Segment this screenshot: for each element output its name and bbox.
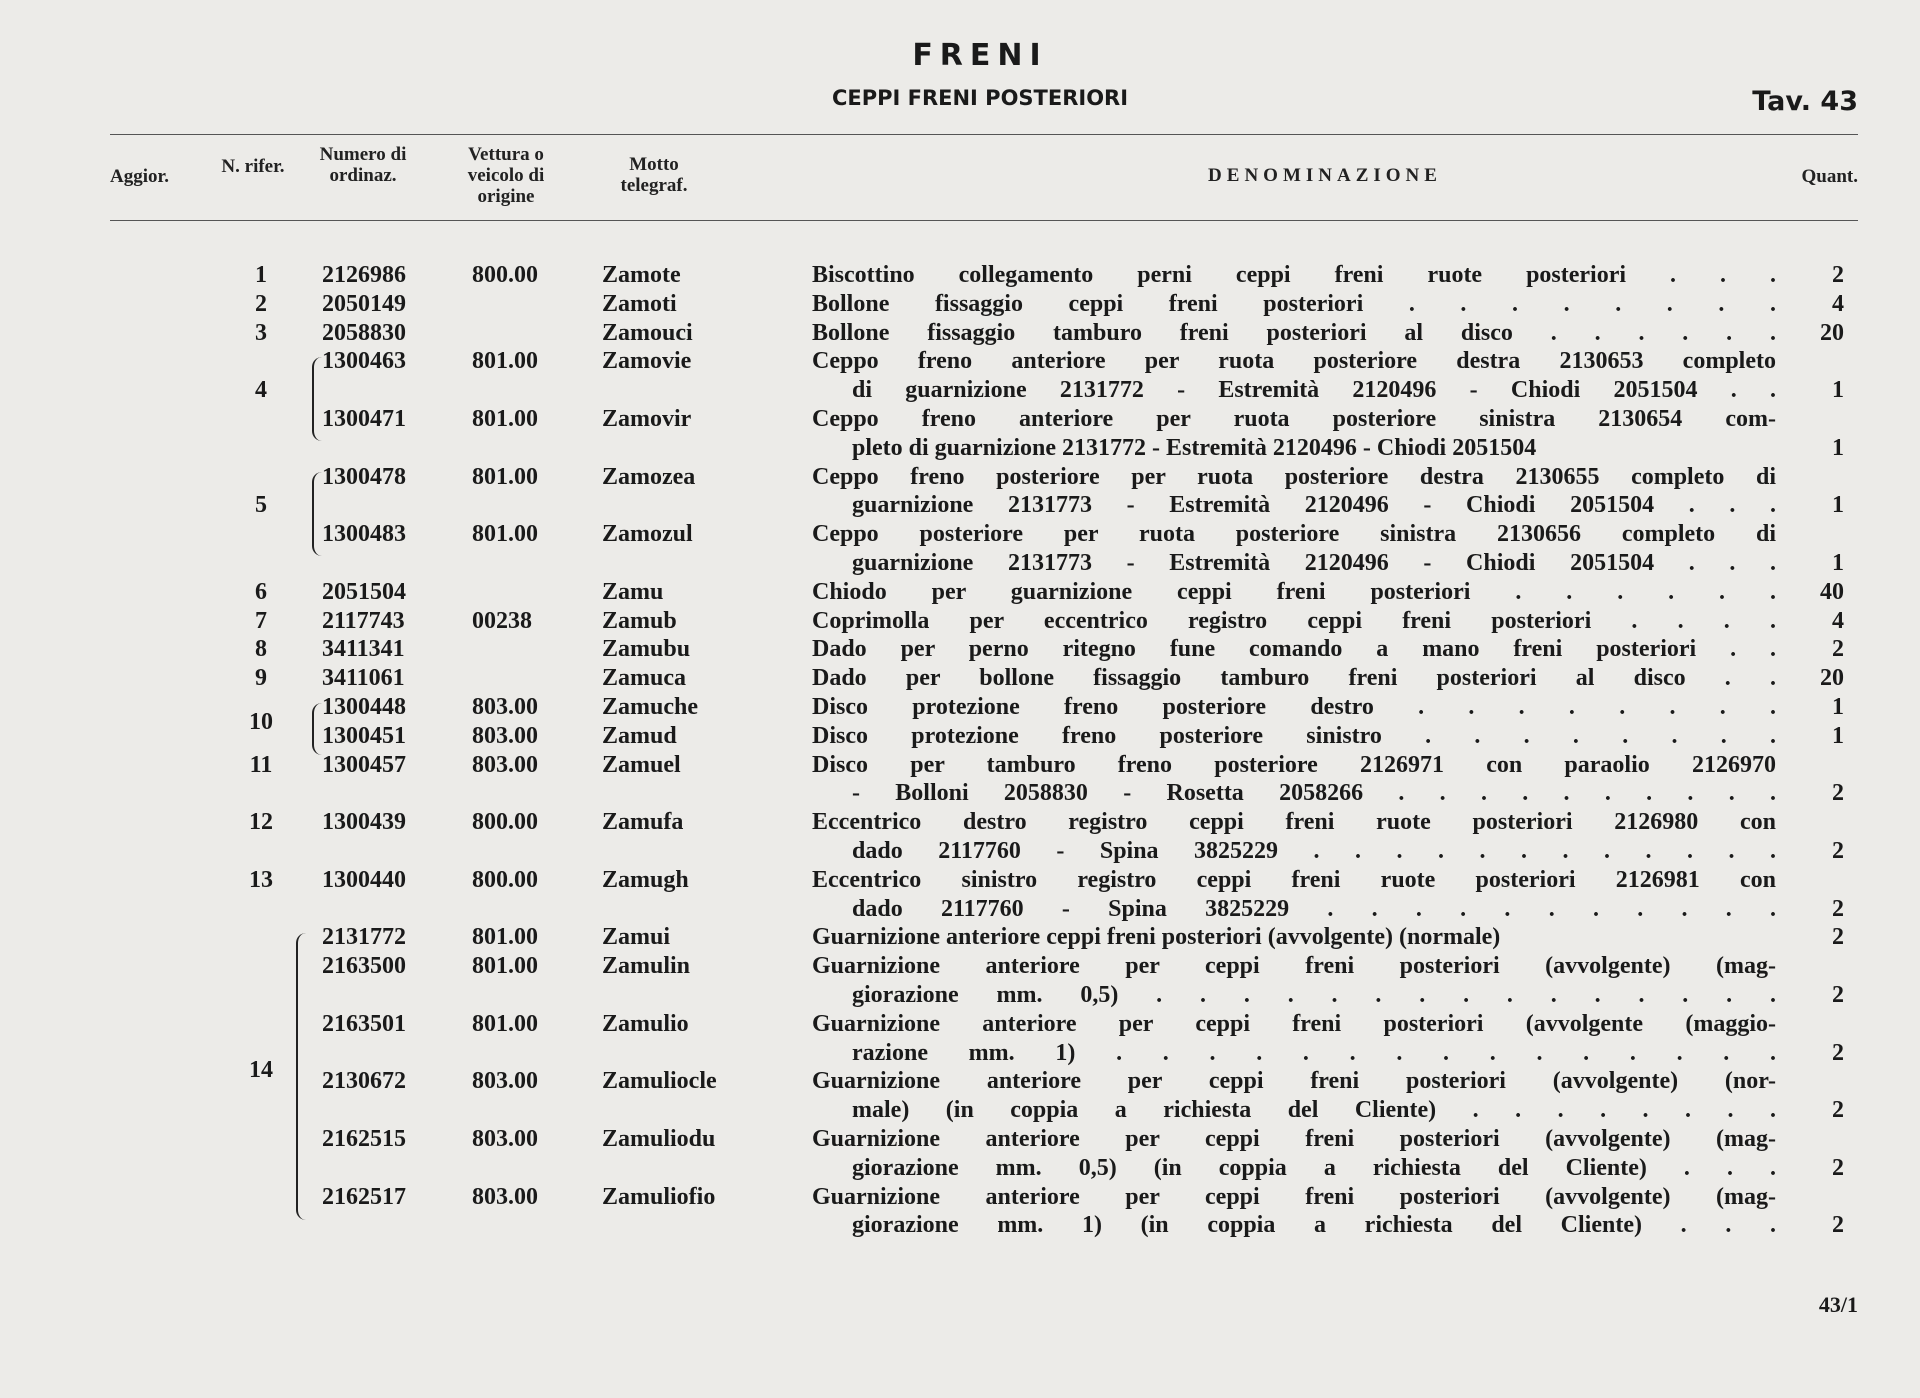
description: razione mm. 1) . . . . . . . . . . . . . . . [852,1039,1776,1066]
quantity: 2 [1832,1212,1844,1239]
telegraph-code: Zamote [602,262,681,288]
part-number: 1300439 [322,809,406,836]
telegraph-code: Zamuliocle [602,1068,717,1095]
telegraph-code: Zamouci [602,319,693,346]
telegraph-code: Zamozul [602,521,693,548]
ref-number: 12 [249,809,273,836]
description: guarnizione 2131773 - Estremità 2120496 - Chiodi 2051504 . . . [852,492,1776,519]
description: pleto di guarnizione 2131772 - Estremità 2120496 - Chiodi 2051504 [852,434,1537,461]
telegraph-code: Zamud [602,722,677,749]
vehicle-origin: 801.00 [472,953,538,980]
part-number: 1300440 [322,866,406,893]
col-header-aggior: Aggior. [110,166,169,187]
page-title: FRENI [912,38,1048,73]
vehicle-origin: 803.00 [472,1183,538,1210]
ref-number: 2 [255,290,267,317]
vehicle-origin: 801.00 [472,348,538,375]
page-subtitle: CEPPI FRENI POSTERIORI [831,86,1129,110]
description: Guarnizione anteriore per ceppi freni posteriori (avvolgente) (mag- [812,1183,1776,1210]
description: guarnizione 2131773 - Estremità 2120496 - Chiodi 2051504 . . . [852,549,1776,576]
header-bottom-rule [110,220,1858,221]
telegraph-code: Zamui [602,924,671,951]
description: Biscottino collegamento perni ceppi freni ruote posteriori . . . [812,262,1776,288]
description: Ceppo freno anteriore per ruota posteriore sinistra 2130654 com- [812,405,1776,432]
table-line [0,347,1920,376]
vehicle-origin: 800.00 [472,262,538,288]
ref-number-10: 10 [249,709,273,735]
table-line [0,1010,1920,1039]
quantity: 2 [1832,837,1844,864]
header-top-rule [110,134,1858,135]
table-line [0,405,1920,434]
vehicle-origin: 801.00 [472,1010,538,1037]
description: giorazione mm. 0,5) (in coppia a richiesta del Cliente) . . . [852,1154,1776,1181]
ref-number: 13 [249,866,273,893]
quantity: 1 [1832,377,1844,404]
quantity: 2 [1832,1097,1844,1124]
col-header-numero: Numero di ordinaz. [319,144,407,186]
col-header-denominazione: DENOMINAZIONE [1208,165,1442,186]
part-number: 2162517 [322,1183,406,1210]
quantity: 1 [1832,434,1844,461]
part-number: 2131772 [322,924,406,951]
quantity: 1 [1832,549,1844,576]
quantity: 4 [1832,607,1844,634]
table-line [0,549,1920,578]
description: Coprimolla per eccentrico registro ceppi freni posteriori . . . . [812,607,1776,634]
description: dado 2117760 - Spina 3825229 . . . . . . . . . . . . [852,837,1776,864]
ref-number: 3 [255,319,267,346]
table-line [0,952,1920,981]
table-line [0,779,1920,808]
quantity: 40 [1820,578,1844,605]
description: Bollone fissaggio tamburo freni posteriori al disco . . . . . . [812,319,1776,346]
table-line [0,751,1920,780]
description: Dado per perno ritegno fune comando a mano freni posteriori . . [812,636,1776,663]
table-line [0,635,1920,664]
col-header-nrif: N. rifer. [221,156,285,177]
part-number: 2162515 [322,1125,406,1152]
quantity: 2 [1832,981,1844,1008]
description: Disco protezione freno posteriore sinistro . . . . . . . . [812,722,1776,749]
table-line [0,491,1920,520]
ref-number: 8 [255,636,267,663]
part-number: 2126986 [322,262,406,288]
table-line [0,261,1920,290]
part-number: 1300471 [322,405,406,432]
col-header-quant: Quant. [1801,166,1858,187]
table-line [0,1125,1920,1154]
part-number: 2117743 [322,607,405,634]
description: di guarnizione 2131772 - Estremità 2120496 - Chiodi 2051504 . . [852,377,1776,404]
quantity: 20 [1820,319,1844,346]
quantity: 2 [1832,780,1844,807]
telegraph-code: Zamuliofio [602,1183,716,1210]
table-line [0,866,1920,895]
part-number: 2163501 [322,1010,406,1037]
col-header-motto: Motto telegraf. [620,154,688,196]
part-number: 2130672 [322,1068,406,1095]
vehicle-origin: 801.00 [472,924,538,951]
part-number: 3411341 [322,636,405,663]
description: Disco protezione freno posteriore destro . . . . . . . . [812,693,1776,720]
ref-number: 9 [255,665,267,692]
quantity: 2 [1832,1039,1844,1066]
telegraph-code: Zamulio [602,1010,689,1037]
description: Guarnizione anteriore per ceppi freni posteriori (avvolgente) (mag- [812,953,1776,980]
parts-table [0,261,1920,1240]
vehicle-origin: 801.00 [472,405,538,432]
description: Ceppo freno anteriore per ruota posteriore destra 2130653 completo [812,348,1776,375]
description: Eccentrico destro registro ceppi freni ruote posteriori 2126980 con [812,809,1776,836]
part-number: 2051504 [322,578,406,605]
quantity: 2 [1832,924,1844,951]
telegraph-code: Zamuca [602,665,686,692]
table-line [0,290,1920,319]
table-line [0,376,1920,405]
table-line [0,664,1920,693]
description: Eccentrico sinistro registro ceppi freni ruote posteriori 2126981 con [812,866,1776,893]
description: Guarnizione anteriore per ceppi freni posteriori (avvolgente) (mag- [812,1125,1776,1152]
table-line [0,434,1920,463]
description: Ceppo posteriore per ruota posteriore sinistra 2130656 completo di [812,521,1776,548]
quantity: 20 [1820,665,1844,692]
telegraph-code: Zamovir [602,405,692,432]
vehicle-origin: 803.00 [472,1068,538,1095]
table-line [0,923,1920,952]
table-line [0,808,1920,837]
description: Chiodo per guarnizione ceppi freni posteriori . . . . . . [812,578,1776,605]
table-line [0,463,1920,492]
part-number: 1300483 [322,521,406,548]
description: giorazione mm. 1) (in coppia a richiesta del Cliente) . . . [852,1212,1776,1239]
telegraph-code: Zamoti [602,290,677,317]
description: - Bolloni 2058830 - Rosetta 2058266 . . . . . . . . . . [852,780,1776,807]
ref-number: 7 [255,607,267,634]
telegraph-code: Zamulin [602,953,691,980]
table-line [0,607,1920,636]
ref-number: 11 [249,751,273,778]
quantity: 2 [1832,636,1844,663]
description: Guarnizione anteriore ceppi freni posteriori (avvolgente) (normale) [812,924,1501,951]
table-line [0,1211,1920,1240]
quantity: 2 [1832,895,1844,922]
description: male) (in coppia a richiesta del Cliente) . . . . . . . . [852,1097,1776,1124]
part-number: 1300463 [322,348,406,375]
telegraph-code: Zamuche [602,693,698,720]
part-number: 1300478 [322,463,406,490]
vehicle-origin: 800.00 [472,809,538,836]
vehicle-origin: 800.00 [472,866,538,893]
telegraph-code: Zamu [602,578,664,605]
telegraph-code: Zamovie [602,348,692,375]
vehicle-origin: 803.00 [472,722,538,749]
part-number: 2058830 [322,319,406,346]
telegraph-code: Zamub [602,607,677,634]
ref-number-14: 14 [249,1057,273,1083]
group-brace-ref-5 [312,472,326,556]
description: Ceppo freno posteriore per ruota posteriore destra 2130655 completo di [812,463,1776,490]
vehicle-origin: 803.00 [472,751,538,778]
table-line [0,578,1920,607]
description: Guarnizione anteriore per ceppi freni posteriori (avvolgente (maggio- [812,1010,1776,1037]
quantity: 1 [1832,722,1844,749]
vehicle-origin: 00238 [472,607,532,634]
table-line [0,895,1920,924]
page-number: 43/1 [1818,1292,1858,1317]
table-line [0,837,1920,866]
telegraph-code: Zamugh [602,866,689,893]
part-number: 3411061 [322,665,405,692]
part-number: 1300457 [322,751,406,778]
group-brace-ref-4 [312,357,326,441]
table-line [0,1096,1920,1125]
description: dado 2117760 - Spina 3825229 . . . . . . . . . . . [852,895,1776,922]
telegraph-code: Zamubu [602,636,691,663]
ref-number: 1 [255,262,267,288]
telegraph-code: Zamozea [602,463,696,490]
table-number: Tav. 43 [1752,86,1858,117]
quantity: 1 [1832,693,1844,720]
description: giorazione mm. 0,5) . . . . . . . . . . . . . . . [852,981,1776,1008]
part-number: 2050149 [322,290,406,317]
telegraph-code: Zamuel [602,751,681,778]
table-line [0,1154,1920,1183]
vehicle-origin: 803.00 [472,1125,538,1152]
quantity: 2 [1832,1154,1844,1181]
telegraph-code: Zamuliodu [602,1125,716,1152]
description: Bollone fissaggio ceppi freni posteriori . . . . . . . . [812,290,1776,317]
quantity: 4 [1832,290,1844,317]
telegraph-code: Zamufa [602,809,684,836]
description: Dado per bollone fissaggio tamburo freni posteriori al disco . . [812,665,1776,692]
table-line [0,319,1920,348]
vehicle-origin: 801.00 [472,463,538,490]
part-number: 1300451 [322,722,406,749]
vehicle-origin: 801.00 [472,521,538,548]
part-number: 1300448 [322,693,406,720]
ref-number: 4 [255,377,267,404]
vehicle-origin: 803.00 [472,693,538,720]
table-line [0,1183,1920,1212]
part-number: 2163500 [322,953,406,980]
ref-number: 6 [255,578,267,605]
quantity: 2 [1832,262,1844,288]
description: Disco per tamburo freno posteriore 2126971 con paraolio 2126970 [812,751,1776,778]
group-brace-ref-10 [312,703,326,755]
quantity: 1 [1832,492,1844,519]
ref-number: 5 [255,492,267,519]
table-line [0,981,1920,1010]
description: Guarnizione anteriore per ceppi freni posteriori (avvolgente) (nor- [812,1068,1776,1095]
col-header-vettura: Vettura o veicolo di origine [467,144,545,207]
table-line [0,520,1920,549]
